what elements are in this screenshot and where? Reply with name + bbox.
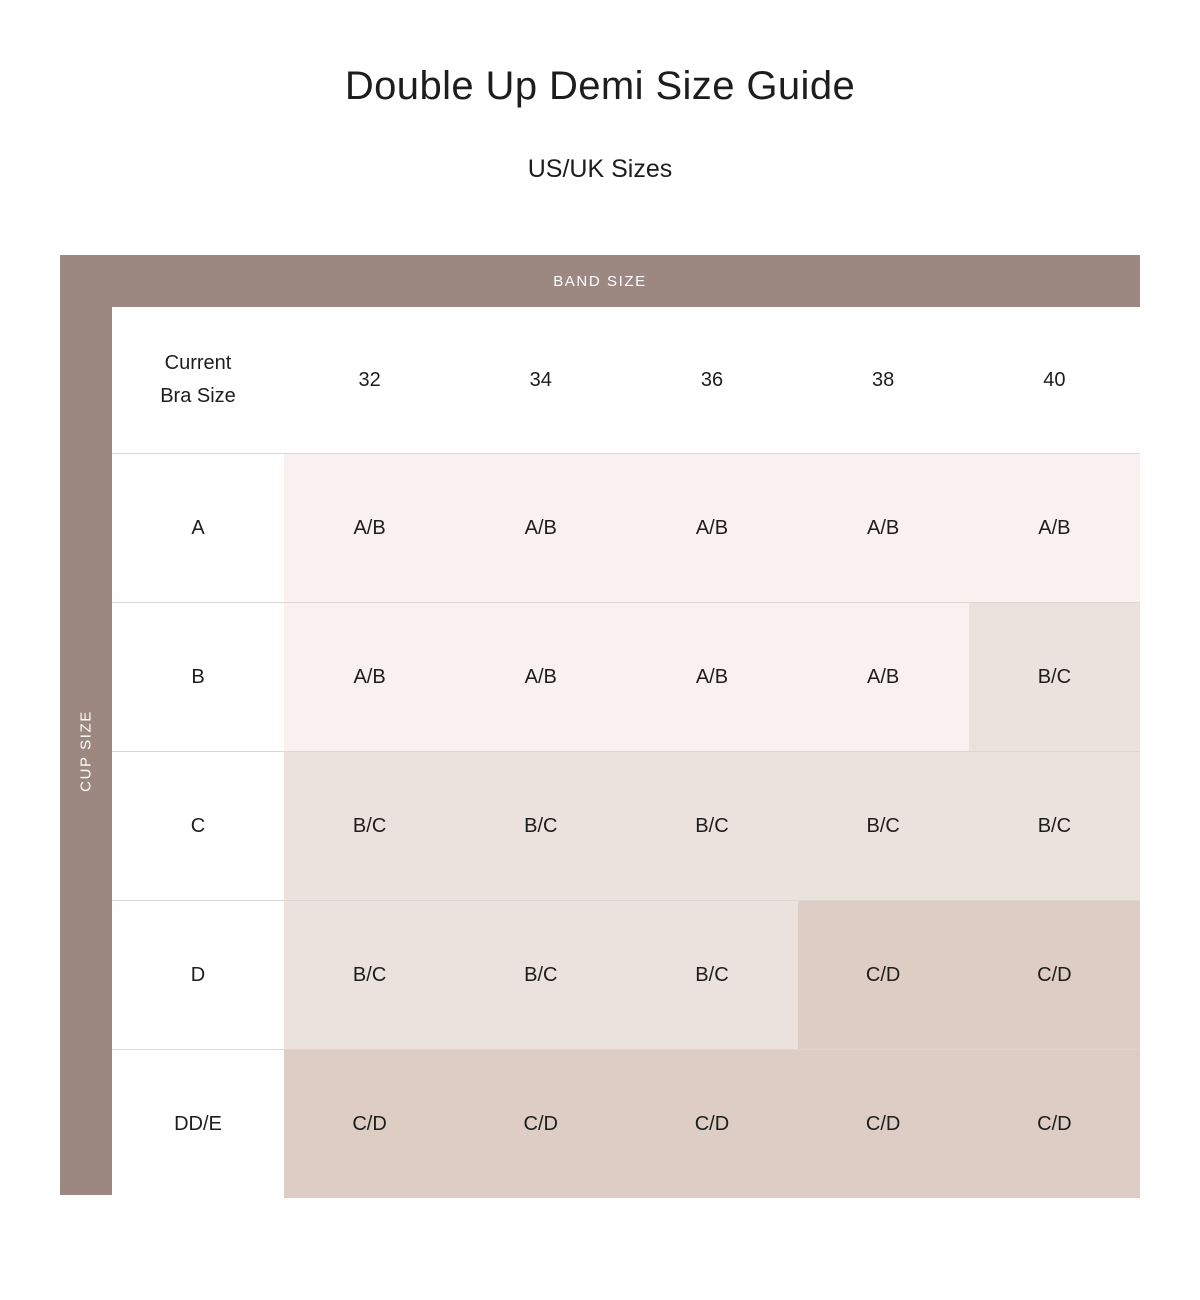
cup-size-b: B [112, 603, 284, 752]
cell-d-36: B/C [626, 901, 797, 1050]
band-size-40: 40 [969, 307, 1140, 454]
cell-d-40: C/D [969, 901, 1140, 1050]
band-size-38: 38 [798, 307, 969, 454]
cell-dde-40: C/D [969, 1050, 1140, 1199]
cell-d-34: B/C [455, 901, 626, 1050]
cup-size-a: A [112, 454, 284, 603]
cell-b-34: A/B [455, 603, 626, 752]
current-bra-size-label [112, 307, 284, 454]
table-header-row [112, 307, 1140, 454]
table-row [112, 454, 1140, 603]
cell-d-32: B/C [284, 901, 455, 1050]
table-row [112, 1050, 1140, 1199]
cell-b-32: A/B [284, 603, 455, 752]
page-title: Double Up Demi Size Guide [344, 64, 856, 108]
cell-b-40: B/C [969, 603, 1140, 752]
band-size-header [60, 255, 1140, 307]
cup-size-d: D [112, 901, 284, 1050]
cell-a-34: A/B [455, 454, 626, 603]
cup-size-header [60, 307, 112, 1195]
size-table [112, 307, 1140, 1198]
cell-b-38: A/B [798, 603, 969, 752]
band-size-header-label: BAND SIZE [553, 272, 647, 290]
cell-dde-34: C/D [455, 1050, 626, 1199]
cup-size-c: C [112, 752, 284, 901]
cell-a-38: A/B [798, 454, 969, 603]
table-row [112, 603, 1140, 752]
cell-c-36: B/C [626, 752, 797, 901]
page-subtitle: US/UK Sizes [527, 155, 673, 183]
band-size-32: 32 [284, 307, 455, 454]
cell-a-40: A/B [969, 454, 1140, 603]
cup-size-header-label: CUP SIZE [77, 710, 95, 792]
cell-c-34: B/C [455, 752, 626, 901]
cell-dde-38: C/D [798, 1050, 969, 1199]
cell-b-36: A/B [626, 603, 797, 752]
size-table-wrapper [112, 307, 1140, 1195]
cell-a-32: A/B [284, 454, 455, 603]
band-size-34: 34 [455, 307, 626, 454]
table-row [112, 901, 1140, 1050]
cup-size-dd-e: DD/E [112, 1050, 284, 1199]
cell-c-32: B/C [284, 752, 455, 901]
cell-c-40: B/C [969, 752, 1140, 901]
cell-dde-36: C/D [626, 1050, 797, 1199]
size-chart [60, 255, 1140, 1195]
cell-dde-32: C/D [284, 1050, 455, 1199]
band-size-36: 36 [626, 307, 797, 454]
current-bra-size-label-line1: Current [164, 352, 232, 374]
cell-c-38: B/C [798, 752, 969, 901]
cell-a-36: A/B [626, 454, 797, 603]
cell-d-38: C/D [798, 901, 969, 1050]
table-row [112, 752, 1140, 901]
current-bra-size-label-line2: Bra Size [160, 385, 236, 407]
